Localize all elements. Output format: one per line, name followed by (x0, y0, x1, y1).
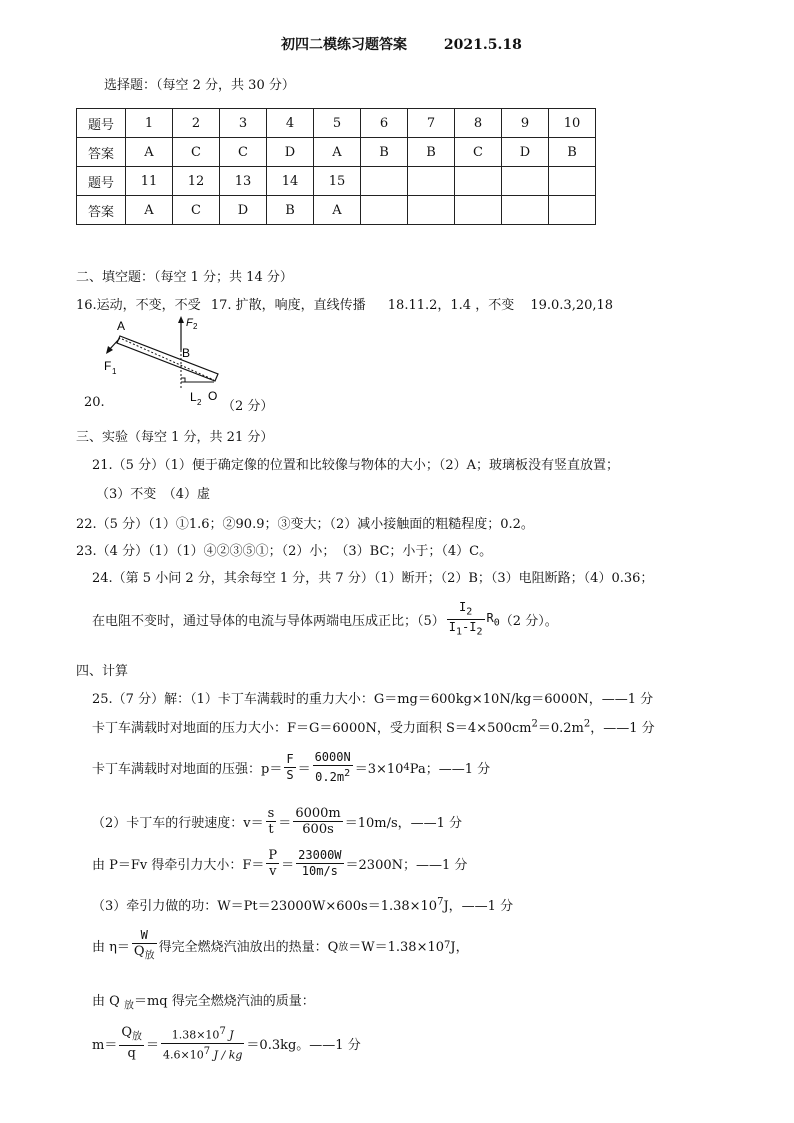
label-f1: F (104, 359, 112, 373)
mass-frac2-den-sup: 7 (203, 1045, 211, 1057)
calc-line5-b: ＝2300N；——1 分 (345, 858, 468, 873)
table-cell: 8 (455, 109, 502, 138)
calc-line4-b: ＝10m/s，——1 分 (344, 816, 463, 831)
q22-answer: 22.（5 分）（1）①1.6；②90.9；③变大；（2）减小接触面的粗糙程度；0.2。 (76, 517, 534, 532)
table-cell (549, 167, 596, 196)
table-row (77, 138, 596, 167)
table-cell: 7 (408, 109, 455, 138)
q24-text: 在电阻不变时，通过导体的电流与导体两端电压成正比；（5） (92, 614, 445, 630)
table-cell (408, 167, 455, 196)
mass-frac1 (119, 1025, 144, 1061)
q24-den-sub1: 1 (456, 626, 463, 638)
calc-line5-a: 由 P＝Fv 得牵引力大小：F＝ (92, 858, 265, 873)
force-frac2-den: 10m/s (301, 864, 338, 878)
calc-line9-a: m＝ (92, 1037, 118, 1053)
q21-line2: （3）不变 （4）虚 (96, 487, 211, 502)
label-f2-sub: 2 (193, 322, 198, 331)
table-cell: 答案 (77, 138, 126, 167)
calc-line3-c: Pa；——1 分 (409, 762, 491, 777)
q24-r-sub: 0 (493, 617, 500, 629)
eta-frac (132, 928, 157, 964)
eta-frac-den: Q (133, 944, 145, 959)
pressure-frac2-den-sup: 2 (344, 768, 351, 779)
calc-line3-a: 卡丁车满载时对地面的压强：p＝ (92, 762, 283, 777)
force-frac1-den: v (269, 864, 277, 879)
force-frac1-num: P (268, 848, 278, 863)
table-cell: B (408, 138, 455, 167)
calc-line9-b: ＝0.3kg。——1 分 (246, 1037, 361, 1053)
table-cell: C (173, 138, 220, 167)
table-cell: D (502, 138, 549, 167)
table-cell: 11 (126, 167, 173, 196)
table-cell: A (126, 138, 173, 167)
calc-line9: m＝ $\frac{Q_放}{q}$ ＝ $\frac{1.38\times 10^7 J}{4.6\times 10^7 J / kg}$ ＝0.3kg。——1 分 (92, 1025, 361, 1062)
q24-score: （2 分）。 (499, 614, 558, 630)
table-cell: A (314, 196, 361, 225)
section2-heading: 二、填空题：（每空 1 分；共 14 分） (76, 270, 293, 285)
f2-arrow-head (178, 316, 184, 323)
table-cell (502, 167, 549, 196)
mass-frac2-num-sup: 7 (219, 1026, 226, 1037)
table-cell (455, 167, 502, 196)
table-cell: C (220, 138, 267, 167)
calc-line4-a: （2）卡丁车的行驶速度：v＝ (92, 816, 264, 831)
table-row (77, 109, 596, 138)
label-b: B (182, 346, 191, 360)
table-cell (408, 196, 455, 225)
table-cell: 15 (314, 167, 361, 196)
calc-line6-a: （3）牵引力做的功：W＝Pt＝23000W×600s＝1.38×10 (92, 899, 438, 914)
title-text: 初四二模练习题答案 (281, 37, 407, 53)
calc-line3: 卡丁车满载时对地面的压强：p＝ $\frac{F}{S}$ ＝ $\frac{6000N}{0.2m^2}$ ＝3×10 4 Pa；——1 分 (92, 750, 491, 784)
section1-heading: 选择题：（每空 2 分，共 30 分） (104, 78, 295, 93)
calc-line2-c: ，——1 分 (590, 721, 655, 736)
label-l2-sub: 2 (197, 398, 202, 407)
table-cell: 答案 (77, 196, 126, 225)
q24-r (487, 611, 500, 628)
pressure-frac2 (313, 750, 353, 785)
calc-line2-a: 卡丁车满载时对地面的压力大小：F＝G＝6000N，受力面积 S＝4×500cm (92, 721, 532, 736)
label-f1-sub: 1 (112, 367, 117, 376)
q23-answer: 23.（4 分）（1）（1）④②③⑤①；（2）小； （3）BC；小于；（4）C。 (76, 544, 493, 559)
q24-den-sub2: 2 (476, 626, 483, 638)
speed-frac1 (266, 806, 277, 837)
speed-frac1-den: t (268, 822, 274, 837)
calc-line5: 由 P＝Fv 得牵引力大小：F＝ $\frac{P}{v}$ ＝ $\frac{23000W}{10m/s}$ ＝2300N；——1 分 (92, 848, 468, 879)
calc-line7-a: 由 η＝ (92, 940, 130, 956)
table-cell: 3 (220, 109, 267, 138)
calc-line8-a: 由 Q (92, 994, 124, 1009)
label-o: O (208, 389, 218, 403)
calc-line8-sub: 放 (123, 1000, 134, 1012)
table-cell: A (126, 196, 173, 225)
table-cell: 2 (173, 109, 220, 138)
q20-number: 20. (84, 395, 105, 410)
mass-frac2-den-b: J / kg (210, 1048, 243, 1062)
label-a: A (117, 319, 126, 333)
q20-score: （2 分） (222, 399, 274, 414)
mass-frac1-den: q (127, 1045, 136, 1061)
pressure-frac2-den: 0.2m (315, 770, 345, 784)
table-row (77, 196, 596, 225)
q16-answer: 16.运动，不变，不受 (76, 298, 201, 313)
table-cell: 5 (314, 109, 361, 138)
table-cell (361, 196, 408, 225)
table-cell: 9 (502, 109, 549, 138)
section4-heading: 四、计算 (76, 664, 129, 679)
table-cell: 1 (126, 109, 173, 138)
pressure-frac1-num: F (286, 752, 294, 766)
q24-r-letter: R (486, 611, 494, 626)
calc-line1: 25.（7 分）解：（1）卡丁车满载时的重力大小：G＝mg＝600kg×10N/kg＝6000N，——1 分 (92, 692, 654, 707)
table-row (77, 167, 596, 196)
table-cell: C (173, 196, 220, 225)
pressure-frac1-den: S (286, 768, 294, 782)
calc-line2-sup2: 2 (583, 718, 591, 730)
calc-line6-sup: 7 (437, 896, 444, 908)
table-cell: 10 (549, 109, 596, 138)
q24-den-mid: -I (462, 620, 477, 635)
calc-line8-b: ＝mq 得完全燃烧汽油的质量： (133, 994, 315, 1009)
q24-line1: 24.（第 5 小问 2 分，其余每空 1 分，共 7 分）（1）断开；（2）B；（3）电阻断路；（4）0.36； (92, 571, 654, 586)
table-cell: 题号 (77, 167, 126, 196)
calc-line7-d: J， (450, 940, 469, 956)
section3-heading: 三、实验（每空 1 分，共 21 分） (76, 430, 274, 445)
speed-frac2 (293, 806, 342, 837)
page-title (281, 34, 522, 54)
label-f2: F (186, 317, 193, 329)
q19-answer: 19.0.3,20,18 (530, 298, 614, 313)
mass-frac2-num-b: J (225, 1028, 234, 1042)
table-cell: C (455, 138, 502, 167)
calc-line2 (92, 717, 655, 736)
pressure-frac1 (284, 752, 295, 783)
table-cell: B (549, 138, 596, 167)
mass-frac1-num-sub: 放 (132, 1031, 142, 1043)
title-date: 2021.5.18 (443, 37, 522, 53)
table-cell: 题号 (77, 109, 126, 138)
force-frac1 (266, 848, 279, 879)
calc-line8 (92, 990, 315, 1012)
table-cell: 6 (361, 109, 408, 138)
mass-frac2-num-a: 1.38×10 (171, 1028, 220, 1042)
speed-frac2-den: 600s (302, 822, 334, 837)
calc-line7-sup: 7 (444, 940, 451, 952)
calc-line3-b: ＝3×10 (354, 762, 404, 777)
calc-line7 (92, 928, 469, 964)
table-cell (361, 167, 408, 196)
calc-line2-sup1: 2 (531, 718, 538, 730)
table-cell: B (361, 138, 408, 167)
label-l2: L (190, 390, 197, 404)
mass-frac2 (161, 1024, 244, 1062)
table-cell (549, 196, 596, 225)
calc-line2-b: ＝0.2m (537, 721, 584, 736)
calc-line4: （2）卡丁车的行驶速度：v＝ $\frac{s}{t}$ ＝ $\frac{6000m}{600s}$ ＝10m/s，——1 分 (92, 806, 463, 837)
q17-answer: 17. 扩散，响度，直线传播 (210, 298, 366, 313)
eta-frac-den-sub: 放 (144, 950, 155, 962)
table-cell (502, 196, 549, 225)
q18-answer: 18.11.2，1.4 ，不变 (387, 298, 515, 313)
table-cell: B (267, 196, 314, 225)
table-cell (455, 196, 502, 225)
q24-den: I (448, 620, 457, 635)
pressure-frac2-num: 6000N (314, 750, 351, 764)
calc-line6 (92, 895, 513, 914)
speed-frac2-num: 6000m (295, 806, 341, 821)
calc-line7-b: 得完全燃烧汽油放出的热量：Q (158, 940, 339, 956)
calc-line3-sup: 4 (403, 762, 410, 773)
force-frac2-num: 23000W (298, 848, 342, 862)
mass-frac2-den-a: 4.6×10 (163, 1048, 204, 1062)
table-cell: 4 (267, 109, 314, 138)
q24-fraction (447, 600, 485, 640)
fill-answers-line (76, 294, 613, 313)
q24-num: I (459, 600, 467, 614)
q21-line1: 21.（5 分）（1）便于确定像的位置和比较像与物体的大小；（2）A；玻璃板没有竖直放置； (92, 458, 620, 473)
table-cell: 14 (267, 167, 314, 196)
lever-bar (117, 336, 218, 381)
table-cell: D (267, 138, 314, 167)
mass-frac1-num: Q (121, 1025, 132, 1041)
table-cell: 13 (220, 167, 267, 196)
q24-num-sub: 2 (466, 606, 473, 618)
table-cell: A (314, 138, 361, 167)
q24-line2 (92, 600, 558, 640)
force-frac2 (296, 848, 343, 879)
answer-table (76, 108, 596, 225)
speed-frac1-num: s (267, 806, 275, 821)
right-angle-mark (181, 378, 185, 382)
table-cell: 12 (173, 167, 220, 196)
table-cell: D (220, 196, 267, 225)
calc-line6-b: J，——1 分 (443, 899, 514, 914)
eta-frac-num: W (132, 928, 157, 944)
calc-line7-c: ＝W＝1.38×10 (348, 940, 445, 956)
calc-line7-sub: 放 (338, 942, 349, 954)
